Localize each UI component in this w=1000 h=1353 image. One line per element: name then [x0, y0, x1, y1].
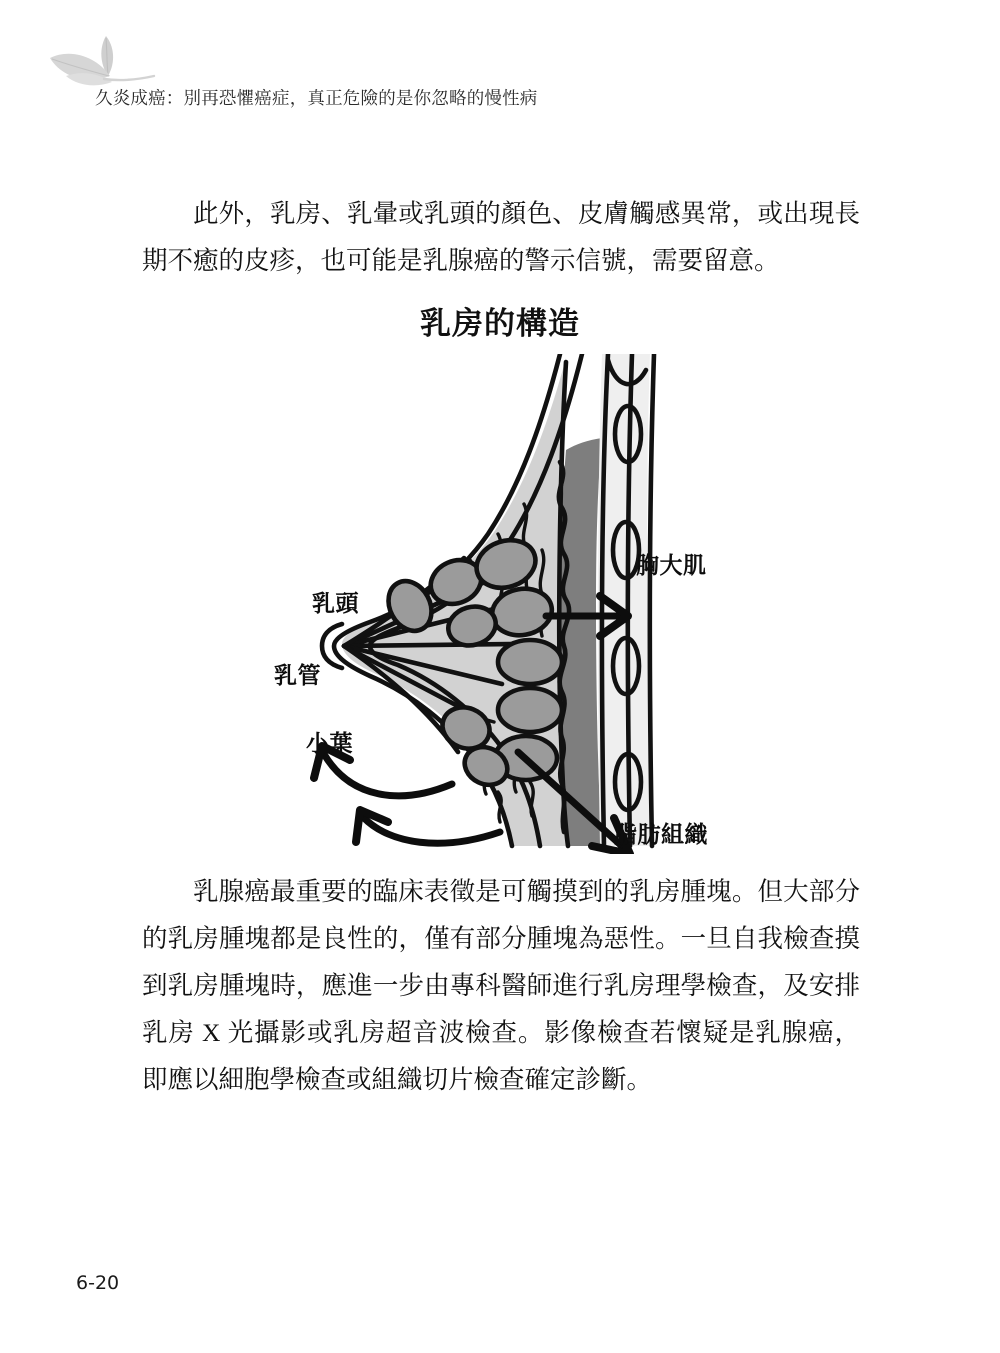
arrow-lobule	[356, 810, 500, 843]
figure-label-pectoralis-major: 胸大肌	[636, 553, 707, 579]
figure-label-nipple: 乳頭	[312, 591, 359, 617]
page-header	[0, 0, 1000, 140]
running-header-title: 久炎成癌：別再恐懼癌症，真正危險的是你忽略的慢性病	[95, 89, 538, 109]
figure-breast-anatomy	[0, 298, 1000, 858]
paragraph-intro: 此外，乳房、乳暈或乳頭的顏色、皮膚觸感異常，或出現長期不癒的皮疹，也可能是乳腺癌的警示信號，需要留意。	[142, 199, 860, 275]
figure-title: 乳房的構造	[420, 306, 580, 342]
paragraph-clinical-findings: 乳腺癌最重要的臨床表徵是可觸摸到的乳房腫塊。但大部分的乳房腫塊都是良性的，僅有部分腫塊為惡性。一旦自我檢查摸到乳房腫塊時，應進一步由專科醫師進行乳房理學檢查，及安排乳房 X 光攝影或乳房超音波檢查。影像檢查若懷疑是乳腺癌，即應以細胞學檢查或組織切片檢查確定診斷。	[142, 877, 860, 1094]
figure-label-duct: 乳管	[274, 663, 321, 689]
page-number: 6-20	[76, 1272, 120, 1294]
figure-label-adipose-tissue: 脂肪組織	[614, 822, 708, 848]
figure-label-lobule: 小葉	[306, 731, 353, 757]
